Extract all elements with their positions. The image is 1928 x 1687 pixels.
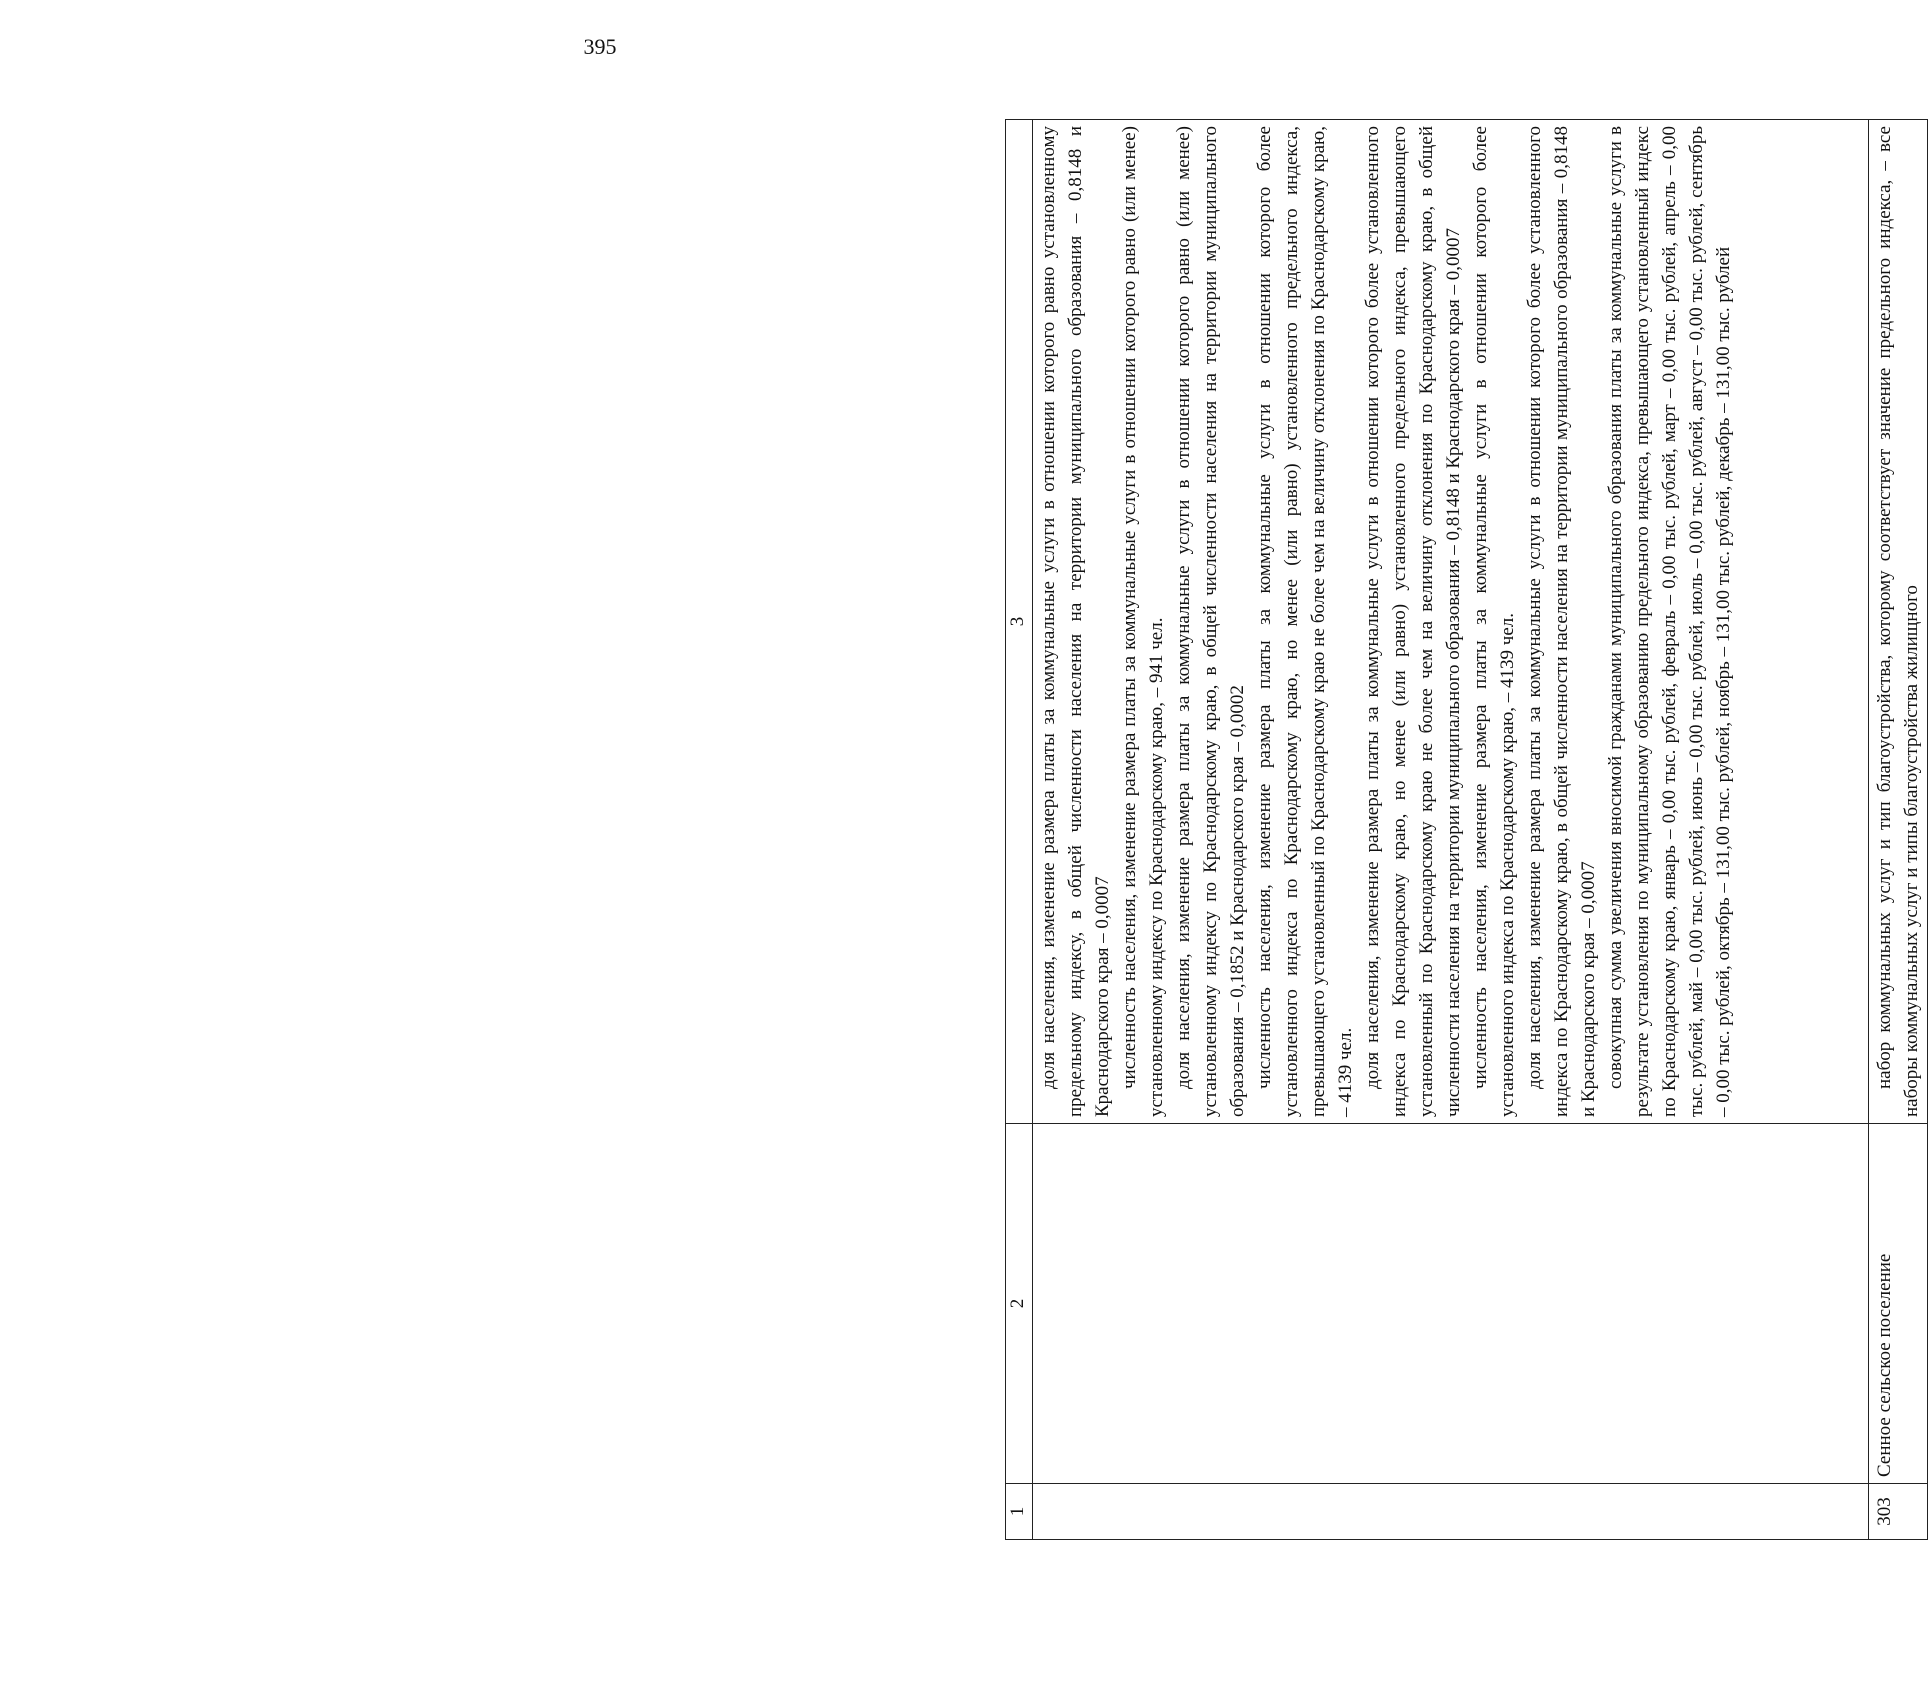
data-table bbox=[1005, 119, 1928, 1540]
column-header-1: 1 bbox=[1006, 1484, 1033, 1540]
description-paragraph: совокупная сумма увеличения вносимой гражданами муниципального образования платы за коммунальные услуги в результате установления по муниципальному образованию предельного индекса, превышающего установленный индекс по Краснодарскому краю, январь – 0,00 тыс. рублей, февраль – 0,00 тыс. рублей, март – 0,00 тыс. рублей, апрель – 0,00 тыс. рублей, май – 0,00 тыс. рублей, июнь – 0,00 тыс. рублей, июль – 0,00 тыс. рублей, август – 0,00 тыс. рублей, сентябрь – 0,00 тыс. рублей, октябрь – 131,00 тыс. рублей, ноябрь – 131,00 тыс. рублей, декабрь – 131,00 тыс. рублей bbox=[1605, 126, 1734, 1117]
description-paragraph: набор коммунальных услуг и тип благоустройства, которому соответствует значение предельного индекса, – все наборы коммунальных услуг и типы благоустройства жилищного bbox=[1874, 126, 1922, 1117]
settlement-name-cell: Сенное сельское поселение bbox=[1869, 1124, 1928, 1484]
description-paragraph: доля населения, изменение размера платы за коммунальные услуги в отношении которого более установленного индекса по Краснодарскому краю, но менее (или равно) установленного предельного индекса, превышающего установленный по Краснодарскому краю не более чем на величину отклонения по Краснодарскому краю, в общей численности населения на территории муниципального образования – 0,8148 и Краснодарского края – 0,0007 bbox=[1362, 126, 1464, 1117]
description-paragraph: численность населения, изменение размера платы за коммунальные услуги в отношении которого равно (или менее) установленному индексу по Краснодарскому краю, – 941 чел. bbox=[1119, 126, 1167, 1117]
table-row bbox=[1869, 120, 1928, 1540]
row-number-cell: 303 bbox=[1869, 1484, 1928, 1540]
description-cell bbox=[1033, 120, 1869, 1124]
page-number: 395 bbox=[583, 34, 617, 59]
column-header-2: 2 bbox=[1006, 1124, 1033, 1484]
description-cell bbox=[1869, 120, 1928, 1124]
description-paragraph: численность населения, изменение размера платы за коммунальные услуги в отношении которого более установленного индекса по Краснодарскому краю, – 4139 чел. bbox=[1470, 126, 1518, 1117]
table-row bbox=[1033, 120, 1869, 1540]
rotated-table-container bbox=[1005, 120, 1922, 1540]
description-paragraph: доля населения, изменение размера платы за коммунальные услуги в отношении которого более установленного индекса по Краснодарскому краю, в общей численности населения на территории муниципального образования – 0,8148 и Краснодарского края – 0,0007 bbox=[1524, 126, 1599, 1117]
column-header-3: 3 bbox=[1006, 120, 1033, 1124]
header-row bbox=[1006, 120, 1033, 1540]
description-paragraph: доля населения, изменение размера платы за коммунальные услуги в отношении которого равно (или менее) установленному индексу по Краснодарскому краю, в общей численности населения на территории муниципального образования – 0,1852 и Краснодарского края – 0,0002 bbox=[1173, 126, 1248, 1117]
row-number-cell bbox=[1033, 1484, 1869, 1540]
description-paragraph: доля населения, изменение размера платы за коммунальные услуги в отношении которого равно установленному предельному индексу, в общей численности населения на территории муниципального образования – 0,8148 и Краснодарского края – 0,0007 bbox=[1038, 126, 1113, 1117]
description-paragraph: численность населения, изменение размера платы за коммунальные услуги в отношении которого более установленного индекса по Краснодарскому краю, но менее (или равно) установленного предельного индекса, превышающего установленный по Краснодарскому краю не более чем на величину отклонения по Краснодарскому краю, – 4139 чел. bbox=[1254, 126, 1356, 1117]
settlement-name-cell bbox=[1033, 1124, 1869, 1484]
